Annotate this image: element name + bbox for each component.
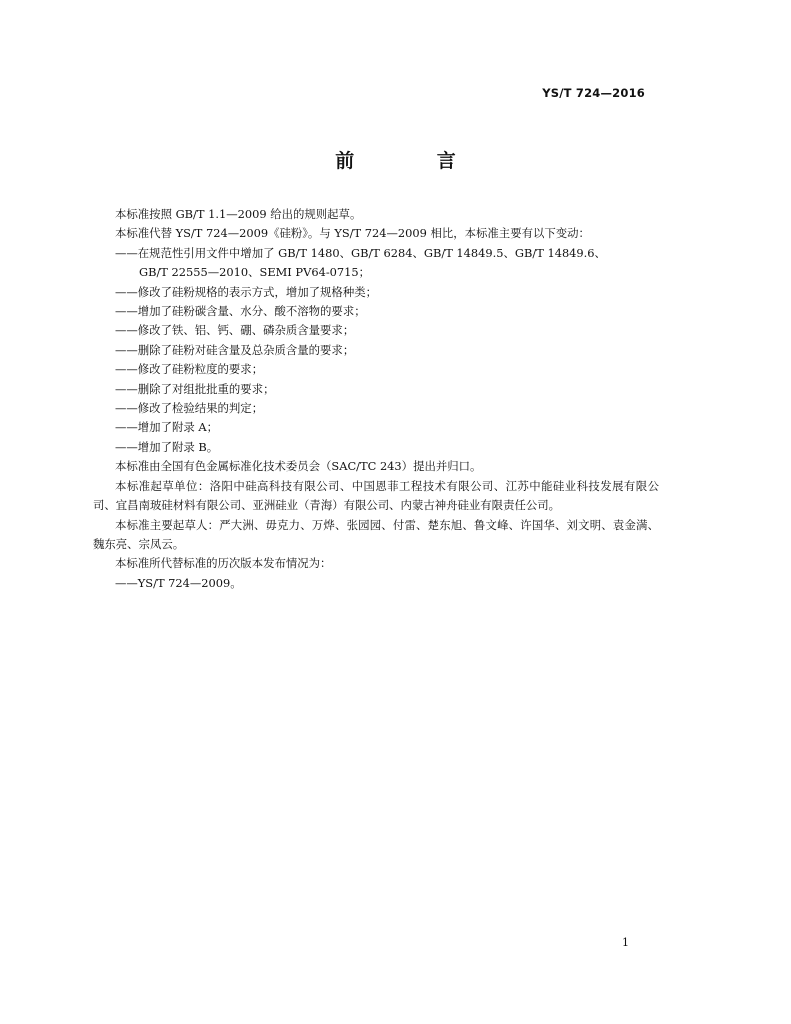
list-item: ——修改了硅粉规格的表示方式，增加了规格种类；	[115, 284, 377, 299]
list-item: ——修改了铁、铝、钙、硼、磷杂质含量要求；	[115, 323, 355, 338]
list-item: ——在规范性引用文件中增加了 GB/T 1480、GB/T 6284、GB/T 14849.5、GB/T 14849.6、	[115, 245, 606, 260]
page-number: 1	[622, 936, 629, 949]
document-body	[93, 205, 659, 593]
paragraph: 本标准代替 YS/T 724—2009《硅粉》。与 YS/T 724—2009 相比，本标准主要有以下变动：	[115, 226, 590, 241]
paragraph: 本标准由全国有色金属标准化技术委员会（SAC/TC 243）提出并归口。	[115, 459, 482, 474]
list-item: ——修改了硅粉粒度的要求；	[115, 362, 264, 377]
list-item: ——修改了检验结果的判定；	[115, 401, 264, 416]
list-item: ——增加了附录 A；	[115, 420, 218, 435]
standard-code: YS/T 724—2016	[542, 86, 645, 100]
page-title: 前 言	[335, 150, 494, 172]
list-item: ——增加了硅粉碳含量、水分、酸不溶物的要求；	[115, 304, 366, 319]
paragraph: 本标准起草单位：洛阳中硅高科技有限公司、中国恩菲工程技术有限公司、江苏中能硅业科技发展有限公司、宜昌南玻硅材料有限公司、亚洲硅业（青海）有限公司、内蒙古神舟硅业有限责任公司。	[93, 478, 659, 513]
paragraph: 本标准按照 GB/T 1.1—2009 给出的规则起草。	[115, 207, 362, 221]
list-item: ——删除了硅粉对硅含量及总杂质含量的要求；	[115, 342, 355, 357]
list-item: ——YS/T 724—2009。	[115, 575, 242, 590]
list-item: ——增加了附录 B。	[115, 439, 219, 454]
paragraph: 本标准主要起草人：严大洲、毋克力、万烨、张园园、付雷、楚东旭、鲁文峰、许国华、刘文明、袁金满、魏东亮、宗凤云。	[93, 517, 659, 551]
list-item: ——删除了对组批批重的要求；	[115, 381, 275, 396]
paragraph: 本标准所代替标准的历次版本发布情况为：	[115, 556, 332, 571]
list-item-continuation: GB/T 22555—2010、SEMI PV64-0715；	[139, 265, 371, 280]
